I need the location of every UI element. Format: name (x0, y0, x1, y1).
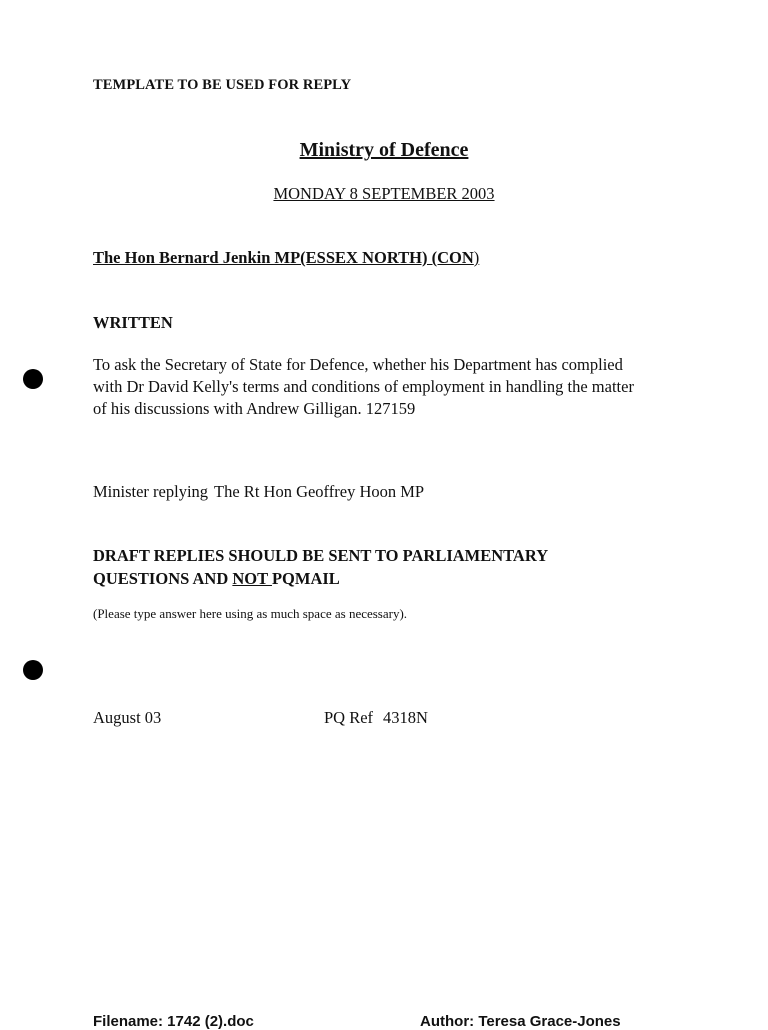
member-line (93, 248, 479, 268)
draft-line-1: DRAFT REPLIES SHOULD BE SENT TO PARLIAMENTARY (93, 546, 549, 565)
pq-ref-label: PQ Ref (324, 708, 374, 727)
draft-line-2: QUESTIONS AND NOT PQMAIL (93, 569, 340, 588)
punch-hole (23, 660, 43, 680)
template-header: TEMPLATE TO BE USED FOR REPLY (93, 77, 352, 93)
punch-hole (23, 369, 43, 389)
draft-instruction (93, 544, 548, 590)
question-type: WRITTEN (93, 313, 173, 332)
question-line: of his discussions with Andrew Gilligan. 127159 (93, 399, 416, 418)
ministry-title-text: Ministry of Defence (299, 139, 469, 161)
member-closing: ) (473, 248, 480, 267)
author-footer: Author: Teresa Grace-Jones (420, 1013, 621, 1030)
member-name: The Hon Bernard Jenkin MP(ESSEX NORTH) (CON (93, 248, 474, 267)
ministry-title (0, 139, 768, 162)
question-text (93, 354, 693, 420)
minister-name: The Rt Hon Geoffrey Hoon MP (214, 482, 425, 501)
answer-note: (Please type answer here using as much space as necessary). (93, 606, 408, 621)
draft-not-emphasis: NOT (232, 569, 272, 588)
pq-ref-value: 4318N (383, 708, 428, 727)
pq-reference (324, 708, 428, 728)
minister-replying (93, 482, 424, 502)
footer-date: August 03 (93, 708, 162, 727)
question-line: with Dr David Kelly's terms and conditions of employment in handling the matter (93, 377, 634, 396)
question-date: MONDAY 8 SEPTEMBER 2003 (273, 184, 495, 203)
filename-footer: Filename: 1742 (2).doc (93, 1013, 254, 1030)
question-line: To ask the Secretary of State for Defence, whether his Department has complied (93, 355, 623, 374)
minister-label: Minister replying (93, 482, 209, 501)
